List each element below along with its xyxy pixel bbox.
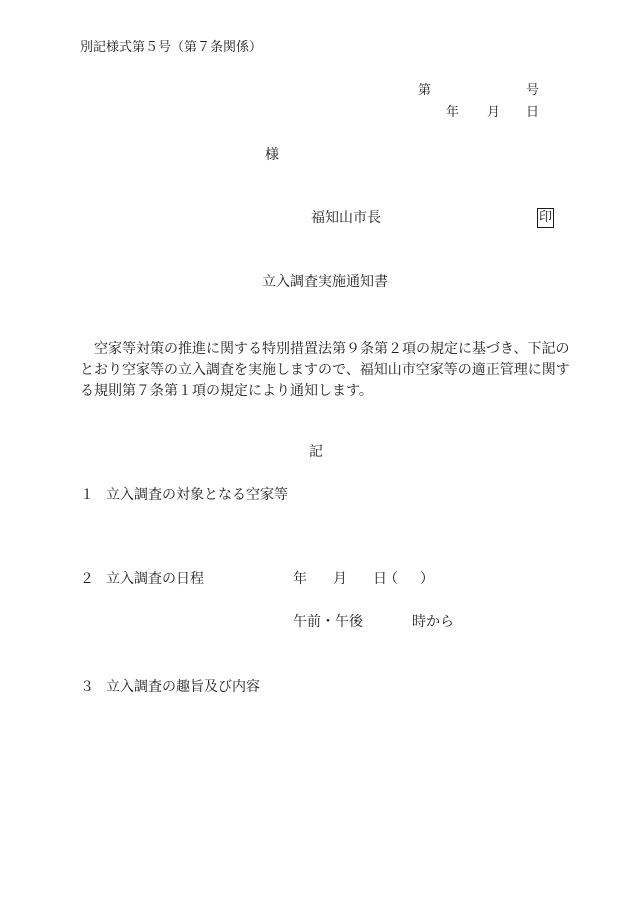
item-1-number: １ (80, 487, 94, 503)
schedule-weekday-close: ） (420, 571, 434, 587)
issue-date-day: 日 (526, 105, 540, 120)
addressee-suffix: 様 (265, 147, 279, 163)
item-1-label: 立入調査の対象となる空家等 (106, 487, 288, 503)
schedule-year: 年 (293, 571, 307, 587)
form-id: 別記様式第５号（第７条関係） (80, 40, 263, 55)
body-paragraph (80, 339, 570, 402)
issue-date-year: 年 (446, 105, 460, 120)
schedule-time-from: 時から (412, 614, 454, 630)
schedule-day: 日 (373, 571, 387, 587)
ki-heading: 記 (309, 444, 323, 460)
schedule-weekday-open: （ (384, 571, 398, 587)
document-title: 立入調査実施通知書 (262, 274, 388, 290)
body-line: 空家等対策の推進に関する特別措置法第９条第２項の規定に基づき、下記の (80, 341, 570, 357)
sender-name: 福知山市長 (311, 210, 381, 226)
item-2-number: ２ (80, 571, 94, 587)
seal-mark: 印 (537, 208, 554, 228)
document-number-prefix: 第 (418, 83, 432, 98)
item-3-label: 立入調査の趣旨及び内容 (106, 679, 260, 695)
body-line: とおり空家等の立入調査を実施しますので、福知山市空家等の適正管理に関す (80, 362, 570, 378)
item-3-number: ３ (80, 679, 94, 695)
schedule-month: 月 (333, 571, 347, 587)
item-2-label: 立入調査の日程 (106, 571, 204, 587)
issue-date-month: 月 (487, 105, 501, 120)
schedule-ampm: 午前・午後 (293, 614, 363, 630)
body-line: る規則第７条第１項の規定により通知します。 (80, 383, 373, 399)
document-number-suffix: 号 (526, 83, 540, 98)
